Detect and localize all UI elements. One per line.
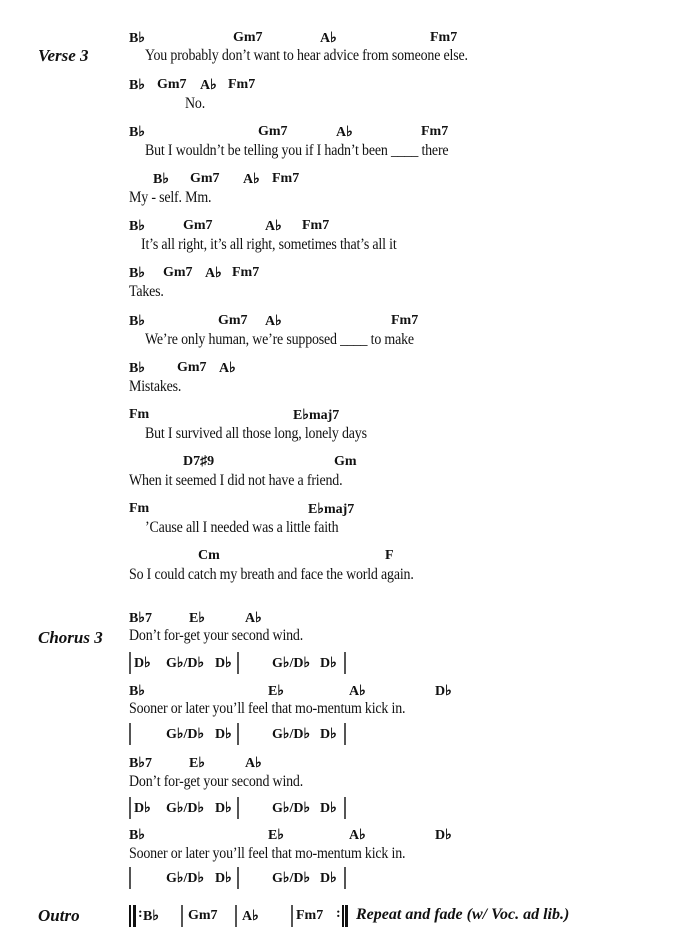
bar-chord: G♭/D♭ [272, 727, 311, 742]
barline [129, 867, 131, 889]
bar-chord: D♭ [320, 801, 337, 816]
bar-chord: D♭ [134, 656, 151, 671]
outro-barline [181, 905, 183, 927]
barline [344, 723, 346, 745]
chord-symbol: B♭7 [129, 611, 152, 626]
chord-symbol: A♭ [336, 125, 353, 140]
repeat-end-dots: : [336, 906, 341, 921]
chord-symbol: E♭ [268, 684, 284, 699]
bar-chord: D♭ [320, 871, 337, 886]
chord-symbol: B♭ [129, 125, 145, 140]
barline [129, 723, 131, 745]
bar-chord: G♭/D♭ [272, 656, 311, 671]
repeat-start-thick-bar [133, 905, 136, 927]
chord-symbol: B♭ [129, 78, 145, 93]
repeat-start-dots: : [138, 906, 143, 921]
chord-symbol: Cm [198, 548, 220, 563]
section-label-outro: Outro [38, 906, 80, 925]
lyric-line: Don’t for-get your second wind. [129, 773, 304, 790]
chord-symbol: F [385, 548, 394, 563]
chord-symbol: B♭ [153, 172, 169, 187]
barline [237, 797, 239, 819]
bar-chord: D♭ [215, 727, 232, 742]
chord-symbol: A♭ [349, 684, 366, 699]
chord-symbol: Fm7 [302, 218, 330, 233]
lyric-line: Takes. [129, 283, 164, 300]
chord-symbol: A♭ [265, 219, 282, 234]
chord-symbol: B♭7 [129, 756, 152, 771]
chord-symbol: E♭maj7 [293, 408, 340, 423]
bar-chord: G♭/D♭ [166, 871, 205, 886]
chord-symbol: E♭ [189, 611, 205, 626]
outro-barline [291, 905, 293, 927]
chord-symbol: Fm7 [232, 265, 260, 280]
chord-symbol: Fm [129, 501, 150, 516]
chord-symbol: Fm7 [421, 124, 449, 139]
chord-symbol: D♭ [435, 684, 452, 699]
chord-symbol: Gm7 [157, 77, 187, 92]
bar-chord: G♭/D♭ [166, 801, 205, 816]
chord-symbol: Fm7 [430, 30, 458, 45]
bar-chord: D♭ [215, 801, 232, 816]
outro-barline [235, 905, 237, 927]
chord-symbol: A♭ [243, 172, 260, 187]
repeat-end-thick-bar [345, 905, 348, 927]
section-label-chorus: Chorus 3 [38, 628, 103, 647]
lyric-line: It’s all right, it’s all right, sometimes that’s all it [141, 236, 397, 253]
barline [237, 867, 239, 889]
chord-symbol: E♭maj7 [308, 502, 355, 517]
chord-symbol: A♭ [245, 611, 262, 626]
lyric-line: Mistakes. [129, 378, 182, 395]
lyric-line: When it seemed I did not have a friend. [129, 472, 343, 489]
chord-symbol: A♭ [320, 31, 337, 46]
chord-symbol: Fm7 [272, 171, 300, 186]
chord-symbol: Gm7 [258, 124, 288, 139]
bar-chord: D♭ [134, 801, 151, 816]
chord-symbol: A♭ [205, 266, 222, 281]
repeat-end-thin-bar [342, 905, 344, 927]
outro-chord: Gm7 [188, 908, 218, 923]
barline [344, 867, 346, 889]
outro-chord: A♭ [242, 909, 259, 924]
chord-symbol: B♭ [129, 219, 145, 234]
bar-chord: G♭/D♭ [166, 656, 205, 671]
chord-symbol: Gm7 [163, 265, 193, 280]
chord-symbol: B♭ [129, 361, 145, 376]
chord-symbol: B♭ [129, 828, 145, 843]
chord-symbol: D♭ [435, 828, 452, 843]
outro-chord: B♭ [143, 909, 159, 924]
chord-symbol: E♭ [189, 756, 205, 771]
lyric-line: We’re only human, we’re supposed ____ to make [145, 331, 414, 348]
chord-symbol: A♭ [265, 314, 282, 329]
section-label-verse: Verse 3 [38, 46, 89, 65]
chord-symbol: Gm [334, 454, 357, 469]
bar-chord: D♭ [320, 656, 337, 671]
chord-symbol: D7♯9 [183, 454, 215, 469]
chord-symbol: Fm7 [391, 313, 419, 328]
bar-chord: G♭/D♭ [272, 871, 311, 886]
lyric-line: Sooner or later you’ll feel that mo-mentum kick in. [129, 700, 406, 717]
barline [344, 797, 346, 819]
chord-symbol: B♭ [129, 266, 145, 281]
chord-symbol: B♭ [129, 684, 145, 699]
outro-chord: Fm7 [296, 908, 324, 923]
barline [129, 797, 131, 819]
lyric-line: But I wouldn’t be telling you if I hadn’t been ____ there [145, 142, 449, 159]
chord-symbol: Fm7 [228, 77, 256, 92]
lyric-line: You probably don’t want to hear advice from someone else. [145, 47, 468, 64]
chord-symbol: B♭ [129, 31, 145, 46]
repeat-start-thin-bar [129, 905, 131, 927]
chord-symbol: E♭ [268, 828, 284, 843]
chord-symbol: A♭ [219, 361, 236, 376]
bar-chord: G♭/D♭ [272, 801, 311, 816]
lyric-line: But I survived all those long, lonely days [145, 425, 367, 442]
lyric-line: Sooner or later you’ll feel that mo-mentum kick in. [129, 845, 406, 862]
lyric-line: So I could catch my breath and face the world again. [129, 566, 414, 583]
bar-chord: D♭ [215, 656, 232, 671]
barline [344, 652, 346, 674]
chord-symbol: Gm7 [190, 171, 220, 186]
chord-symbol: Fm [129, 407, 150, 422]
barline [237, 723, 239, 745]
chord-symbol: Gm7 [218, 313, 248, 328]
chord-symbol: A♭ [245, 756, 262, 771]
lyric-line: My - self. Mm. [129, 189, 212, 206]
bar-chord: G♭/D♭ [166, 727, 205, 742]
barline [129, 652, 131, 674]
chord-symbol: Gm7 [233, 30, 263, 45]
lyric-line: No. [185, 95, 205, 112]
chord-symbol: Gm7 [177, 360, 207, 375]
bar-chord: D♭ [320, 727, 337, 742]
repeat-instruction: Repeat and fade (w/ Voc. ad lib.) [356, 906, 570, 923]
chord-symbol: Gm7 [183, 218, 213, 233]
lyric-line: Don’t for-get your second wind. [129, 627, 304, 644]
chord-symbol: A♭ [349, 828, 366, 843]
bar-chord: D♭ [215, 871, 232, 886]
chord-symbol: B♭ [129, 314, 145, 329]
chord-symbol: A♭ [200, 78, 217, 93]
barline [237, 652, 239, 674]
lyric-line: ’Cause all I needed was a little faith [145, 519, 339, 536]
